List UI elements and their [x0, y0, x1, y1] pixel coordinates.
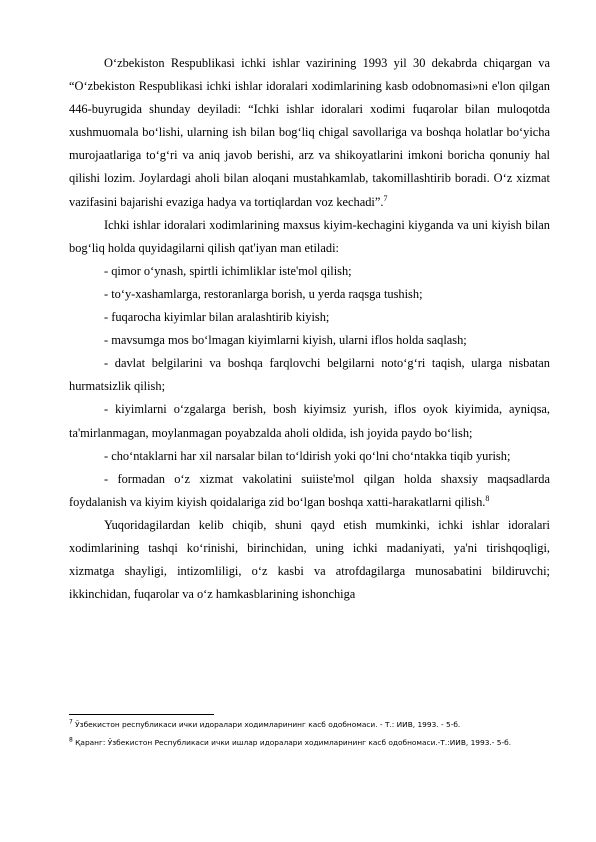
paragraph-closing: Yuqoridagilardan kelib chiqib, shuni qayd etish mumkinki, ichki ishlar idoralari xodimlarining tashqi ko‘rinishi, birinchidan, uning ichki madaniyati, ya'ni tirishqoqligi, xizmatga shayligi, intizomliligi, o‘z kasbi va atrofdagilarga munosabatini bildiruvchi; ikkinchidan, fuqarolar va o‘z hamkasblarining ishonchiga [69, 517, 550, 602]
list-item: - mavsumga mos bo‘lmagan kiyimlarni kiyish, ularni iflos holda saqlash; [104, 333, 467, 348]
footnote-ref-7[interactable]: 7 [383, 193, 388, 203]
footnote-separator [69, 714, 214, 715]
footnote-mark: 8 [69, 736, 73, 744]
list-item: - to‘y-xashamlarga, restoranlarga borish, u yerda raqsga tushish; [104, 286, 423, 301]
list-item: - kiyimlarni o‘zgalarga berish, bosh kiyimsiz yurish, iflos oyok kiyimida, ayniqsa, ta'mirlanmagan, moylanmagan poyabzalda aholi oldida, ish joyida paydo bo‘lish; [69, 402, 550, 440]
list-item: - formadan o‘z xizmat vakolatini suiiste'mol qilgan holda shaxsiy maqsadlarda foydalanish va kiyim kiyish qoidalariga zid bo‘lgan boshqa xatti-harakatlarni qilish.$^8$ [69, 471, 550, 509]
paragraph-ministry-order: O‘zbekiston Respublikasi ichki ishlar vazirining 1993 yil 30 dekabrda chiqargan va “O‘zbekiston Respublikasi ichki ishlar idoralari xodimlarining kasb odobnomasi»ni e'lon qilgan 446-buyrugida shunday deyiladi: “Ichki ishlar idoralari xodimi fuqarolar bilan muloqotda xushmuomala bo‘lishi, ularning ish bilan bog‘liq chigal savollariga va boshqa holatlar bo‘yicha murojaatlariga to‘g‘ri va aniq javob berishi, arz va shikoyatlarini imkoni boricha qonuniy hal qilishi lozim. Joylardagi aholi bilan aloqani mustahkamlab, takomillashtirib boradi. O‘z xizmat vazifasini bajarishi evaziga hadya va tortiqlardan voz kechadi”.$^7$ [69, 56, 550, 209]
list-item: - davlat belgilarini va boshqa farqlovchi belgilarni noto‘g‘ri taqish, ularga nisbatan hurmatsizlik qilish; [69, 356, 550, 394]
footnote-7: $^7$ Ўзбекистон республикаси ички идоралари ходимларининг касб одобномаси. - Т.: ИИВ, 1993. - 5-б. [69, 718, 461, 729]
footnotes [69, 720, 550, 756]
list-item: - cho‘ntaklarni har xil narsalar bilan to‘ldirish yoki qo‘lni cho‘ntakka tiqib yurish; [104, 448, 511, 463]
footnote-ref-8[interactable]: 8 [485, 493, 490, 503]
footnote-mark: 7 [69, 718, 73, 726]
footnote-8: $^8$ Қаранг: Ўзбекистон Республикаси ички ишлар идоралари ходимларининг касб одобномаси.-Т.:ИИВ, 1993.- 5-б. [69, 736, 512, 747]
list-item: - fuqarocha kiyimlar bilan aralashtirib kiyish; [104, 310, 330, 325]
paragraph-uniform-rules: Ichki ishlar idoralari xodimlarining maxsus kiyim-kechagini kiyganda va uni kiyish bilan bog‘liq holda quyidagilarni qilish qat'iyan man etiladi: [69, 217, 550, 255]
body-text [69, 52, 550, 606]
list-item: - qimor o‘ynash, spirtli ichimliklar iste'mol qilish; [104, 263, 352, 278]
